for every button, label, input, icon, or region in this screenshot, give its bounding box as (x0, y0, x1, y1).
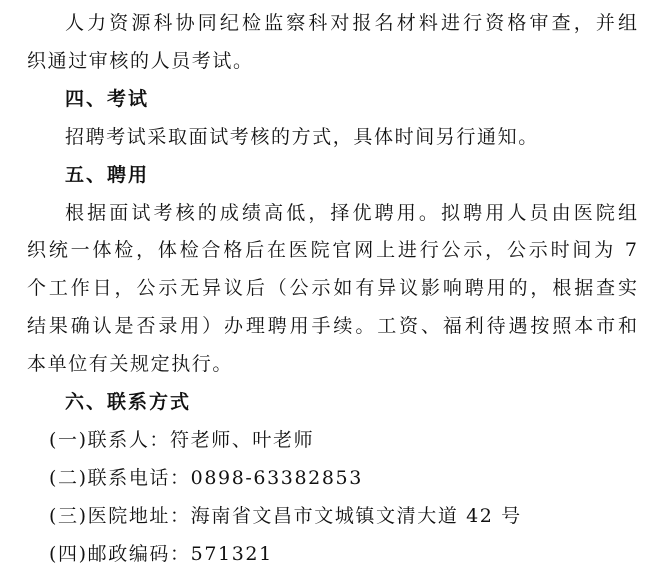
paragraph-line: 人力资源科协同纪检监察科对报名材料进行资格审查，并组 (65, 12, 637, 34)
paragraph-line: 个工作日，公示无异议后（公示如有异议影响聘用的，根据查实 (27, 277, 637, 299)
contact-phone: (二)联系电话：0898-63382853 (49, 467, 363, 489)
section-heading-contact: 六、联系方式 (65, 391, 192, 413)
contact-person: (一)联系人：符老师、叶老师 (49, 429, 315, 451)
paragraph-line: 招聘考试采取面试考核的方式，具体时间另行通知。 (65, 126, 539, 148)
paragraph-line: 根据面试考核的成绩高低，择优聘用。拟聘用人员由医院组 (65, 202, 637, 224)
paragraph-line: 织通过审核的人员考试。 (27, 50, 254, 72)
contact-postcode: (四)邮政编码：571321 (49, 543, 273, 565)
paragraph-line: 本单位有关规定执行。 (27, 353, 234, 375)
paragraph-line: 织统一体检，体检合格后在医院官网上进行公示，公示时间为 7 (27, 239, 637, 261)
paragraph-line: 结果确认是否录用）办理聘用手续。工资、福利待遇按照本市和 (27, 315, 637, 337)
contact-address: (三)医院地址：海南省文昌市文城镇文清大道 42 号 (49, 505, 522, 527)
section-heading-employment: 五、聘用 (65, 164, 150, 186)
section-heading-exam: 四、考试 (65, 88, 150, 110)
